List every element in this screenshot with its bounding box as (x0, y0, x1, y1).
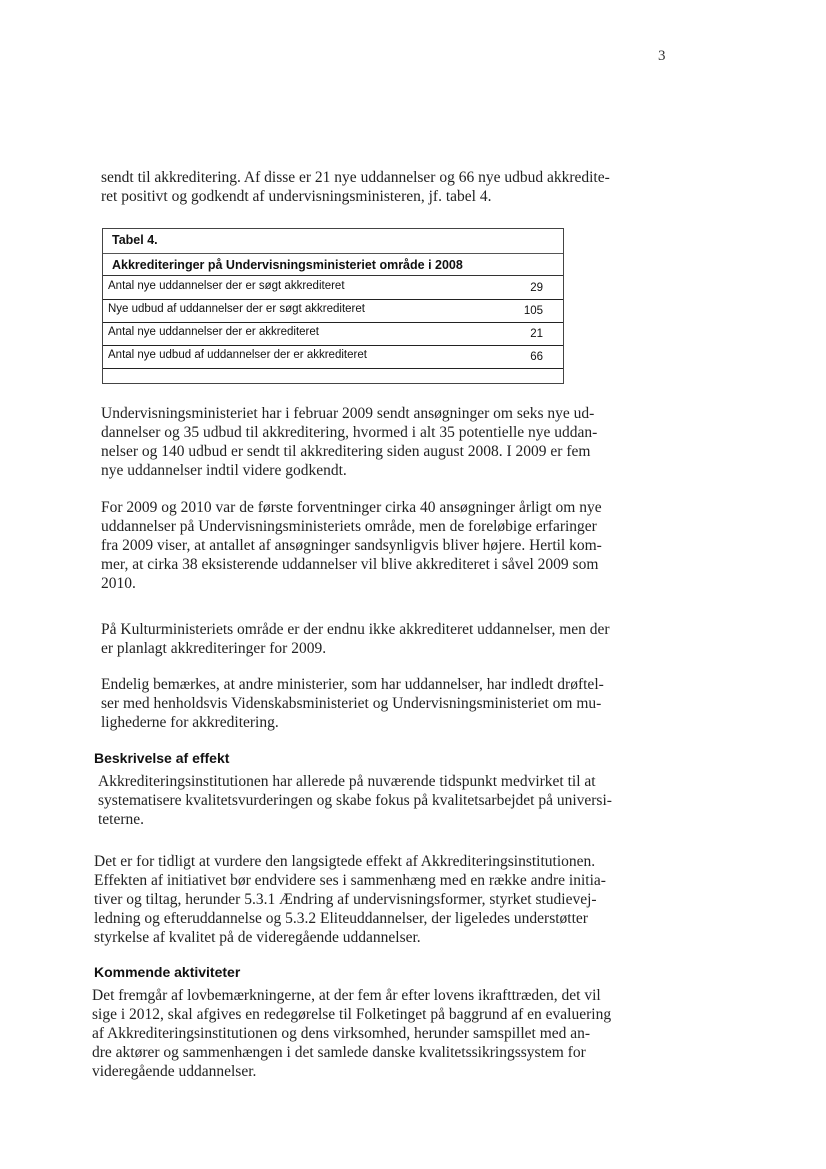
table-row (103, 299, 563, 323)
text-line: nye uddannelser indtil videre godkendt. (101, 462, 347, 479)
text-line: På Kulturministeriets område er der endnu ikke akkrediteret uddannelser, men der (101, 621, 610, 638)
text-line: er planlagt akkrediteringer for 2009. (101, 640, 327, 657)
text-line: af Akkrediteringsinstitutionen og dens virksomhed, herunder samspillet med an- (92, 1025, 591, 1042)
table-title: Tabel 4. (112, 233, 158, 247)
text-line: 2010. (101, 575, 136, 592)
paragraph (98, 772, 638, 829)
text-line: sige i 2012, skal afgives en redegørelse til Folketinget på baggrund af en evaluering (92, 1006, 612, 1023)
text-line: Endelig bemærkes, at andre ministerier, som har uddannelser, har indledt drøftel- (101, 676, 604, 693)
text-line: tiver og tiltag, herunder 5.3.1 Ændring af undervisningsformer, styrket studievej- (94, 891, 597, 908)
text-line: teterne. (98, 811, 145, 828)
paragraph (101, 498, 641, 593)
text-line: mer, at cirka 38 eksisterende uddannelser vil blive akkrediteret i såvel 2009 som (101, 556, 599, 573)
table-row (103, 276, 563, 300)
row-value: 105 (523, 305, 543, 317)
table-divider (103, 253, 563, 254)
text-line: Det er for tidligt at vurdere den langsigtede effekt af Akkrediteringsinstitutionen. (94, 853, 596, 870)
text-line: styrkelse af kvalitet på de videregående uddannelser. (94, 929, 421, 946)
text-line: lighederne for akkreditering. (101, 714, 279, 731)
paragraph (101, 404, 641, 480)
row-label: Antal nye udbud af uddannelser der er akkrediteret (108, 349, 367, 361)
section-heading: Kommende aktiviteter (94, 964, 241, 980)
text-line: Undervisningsministeriet har i februar 2009 sendt ansøgninger om seks nye ud- (101, 405, 595, 422)
text-line: videregående uddannelser. (92, 1063, 257, 1080)
text-line: ret positivt og godkendt af undervisningsministeren, jf. tabel 4. (101, 188, 492, 205)
paragraph (92, 986, 642, 1081)
paragraph (101, 620, 641, 658)
text-line: sendt til akkreditering. Af disse er 21 nye uddannelser og 66 nye udbud akkredite- (101, 169, 610, 186)
paragraph (101, 675, 641, 732)
row-value: 66 (530, 351, 543, 363)
text-line: systematisere kvalitetsvurderingen og skabe fokus på kvalitetsarbejdet på universi- (98, 792, 612, 809)
row-label: Antal nye uddannelser der er akkrediteret (108, 326, 319, 338)
section-heading: Beskrivelse af effekt (94, 750, 230, 766)
text-line: ser med henholdsvis Videnskabsministeriet og Undervisningsministeriet om mu- (101, 695, 602, 712)
table-subtitle: Akkrediteringer på Undervisningsministeriet område i 2008 (112, 258, 463, 272)
table-row (103, 345, 563, 369)
row-value: 29 (530, 282, 543, 294)
text-line: Effekten af initiativet bør endvidere ses i sammenhæng med en række andre initia- (94, 872, 606, 889)
paragraph (94, 852, 644, 947)
text-line: nelser og 140 udbud er sendt til akkreditering siden august 2008. I 2009 er fem (101, 443, 591, 460)
row-value: 21 (530, 328, 543, 340)
text-line: For 2009 og 2010 var de første forventninger cirka 40 ansøgninger årligt om nye (101, 499, 602, 516)
intro-paragraph (101, 168, 641, 206)
text-line: Akkrediteringsinstitutionen har allerede på nuværende tidspunkt medvirket til at (98, 773, 596, 790)
table-4 (102, 228, 564, 384)
text-line: Det fremgår af lovbemærkningerne, at der fem år efter lovens ikrafttræden, det vil (92, 987, 601, 1004)
row-label: Nye udbud af uddannelser der er søgt akkrediteret (108, 303, 365, 315)
text-line: uddannelser på Undervisningsministeriets område, men de foreløbige erfaringer (101, 518, 597, 535)
table-row (103, 322, 563, 346)
text-line: ledning og efteruddannelse og 5.3.2 Eliteuddannelser, der ligeledes understøtter (94, 910, 588, 927)
text-line: dre aktører og sammenhængen i det samlede danske kvalitetssikringssystem for (92, 1044, 586, 1061)
text-line: fra 2009 viser, at antallet af ansøgninger sandsynligvis bliver højere. Hertil kom- (101, 537, 602, 554)
row-label: Antal nye uddannelser der er søgt akkrediteret (108, 280, 345, 292)
text-line: dannelser og 35 udbud til akkreditering, hvormed i alt 35 potentielle nye uddan- (101, 424, 598, 441)
page-number: 3 (658, 48, 666, 64)
